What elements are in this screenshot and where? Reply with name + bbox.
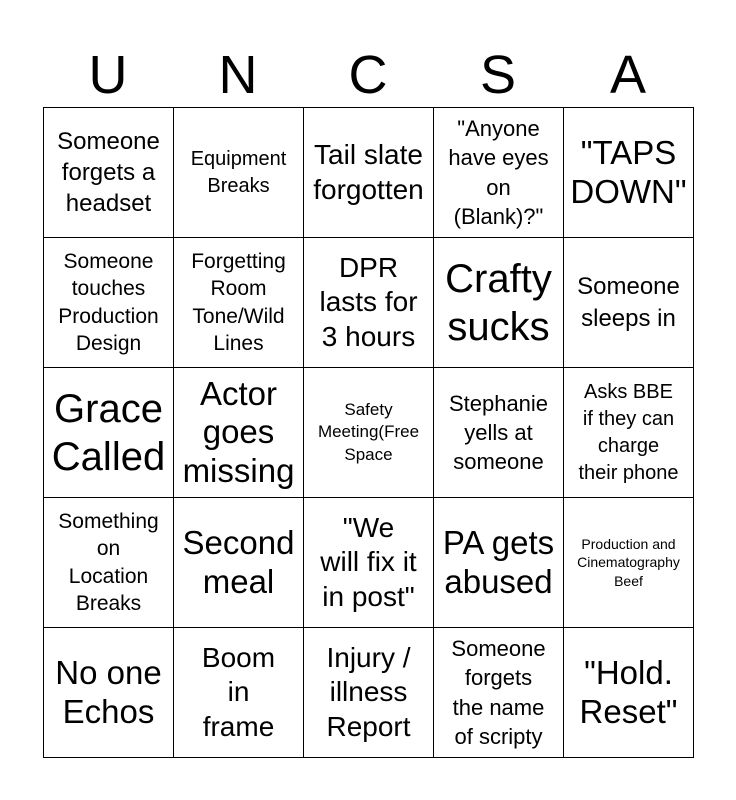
bingo-cell[interactable]: Equipment Breaks — [174, 108, 304, 238]
header-letter-a: A — [609, 45, 647, 105]
bingo-cell[interactable]: Someone forgets a headset — [44, 108, 174, 238]
header-letter-c: C — [348, 45, 388, 105]
bingo-cell[interactable]: Production and Cinematography Beef — [564, 498, 694, 628]
bingo-cell[interactable]: "Anyone have eyes on (Blank)?" — [434, 108, 564, 238]
header-letter-u: U — [88, 45, 128, 105]
bingo-cell[interactable]: "We will fix it in post" — [304, 498, 434, 628]
bingo-cell[interactable]: "TAPS DOWN" — [564, 108, 694, 238]
free-space-cell[interactable]: Safety Meeting(Free Space — [304, 368, 434, 498]
bingo-cell[interactable]: Crafty sucks — [434, 238, 564, 368]
board-row — [44, 108, 694, 238]
bingo-cell[interactable]: "Hold. Reset" — [564, 628, 694, 758]
bingo-cell[interactable]: Something on Location Breaks — [44, 498, 174, 628]
bingo-cell[interactable]: Someone touches Production Design — [44, 238, 174, 368]
bingo-cell[interactable]: Someone forgets the name of scripty — [434, 628, 564, 758]
bingo-cell[interactable]: Tail slate forgotten — [304, 108, 434, 238]
board-row — [44, 238, 694, 368]
bingo-cell[interactable]: Injury / illness Report — [304, 628, 434, 758]
bingo-cell[interactable]: Someone sleeps in — [564, 238, 694, 368]
bingo-cell[interactable]: DPR lasts for 3 hours — [304, 238, 434, 368]
bingo-cell[interactable]: Stephanie yells at someone — [434, 368, 564, 498]
bingo-cell[interactable]: Boom in frame — [174, 628, 304, 758]
bingo-cell[interactable]: PA gets abused — [434, 498, 564, 628]
bingo-cell[interactable]: Forgetting Room Tone/Wild Lines — [174, 238, 304, 368]
bingo-cell[interactable]: Second meal — [174, 498, 304, 628]
bingo-cell[interactable]: Asks BBE if they can charge their phone — [564, 368, 694, 498]
bingo-header — [43, 42, 693, 108]
bingo-cell[interactable]: No one Echos — [44, 628, 174, 758]
bingo-cell[interactable]: Actor goes missing — [174, 368, 304, 498]
board-row — [44, 628, 694, 758]
bingo-board — [43, 107, 694, 758]
board-row — [44, 498, 694, 628]
bingo-cell[interactable]: Grace Called — [44, 368, 174, 498]
header-letter-s: S — [479, 45, 517, 105]
header-letter-n: N — [218, 45, 258, 105]
board-row — [44, 368, 694, 498]
